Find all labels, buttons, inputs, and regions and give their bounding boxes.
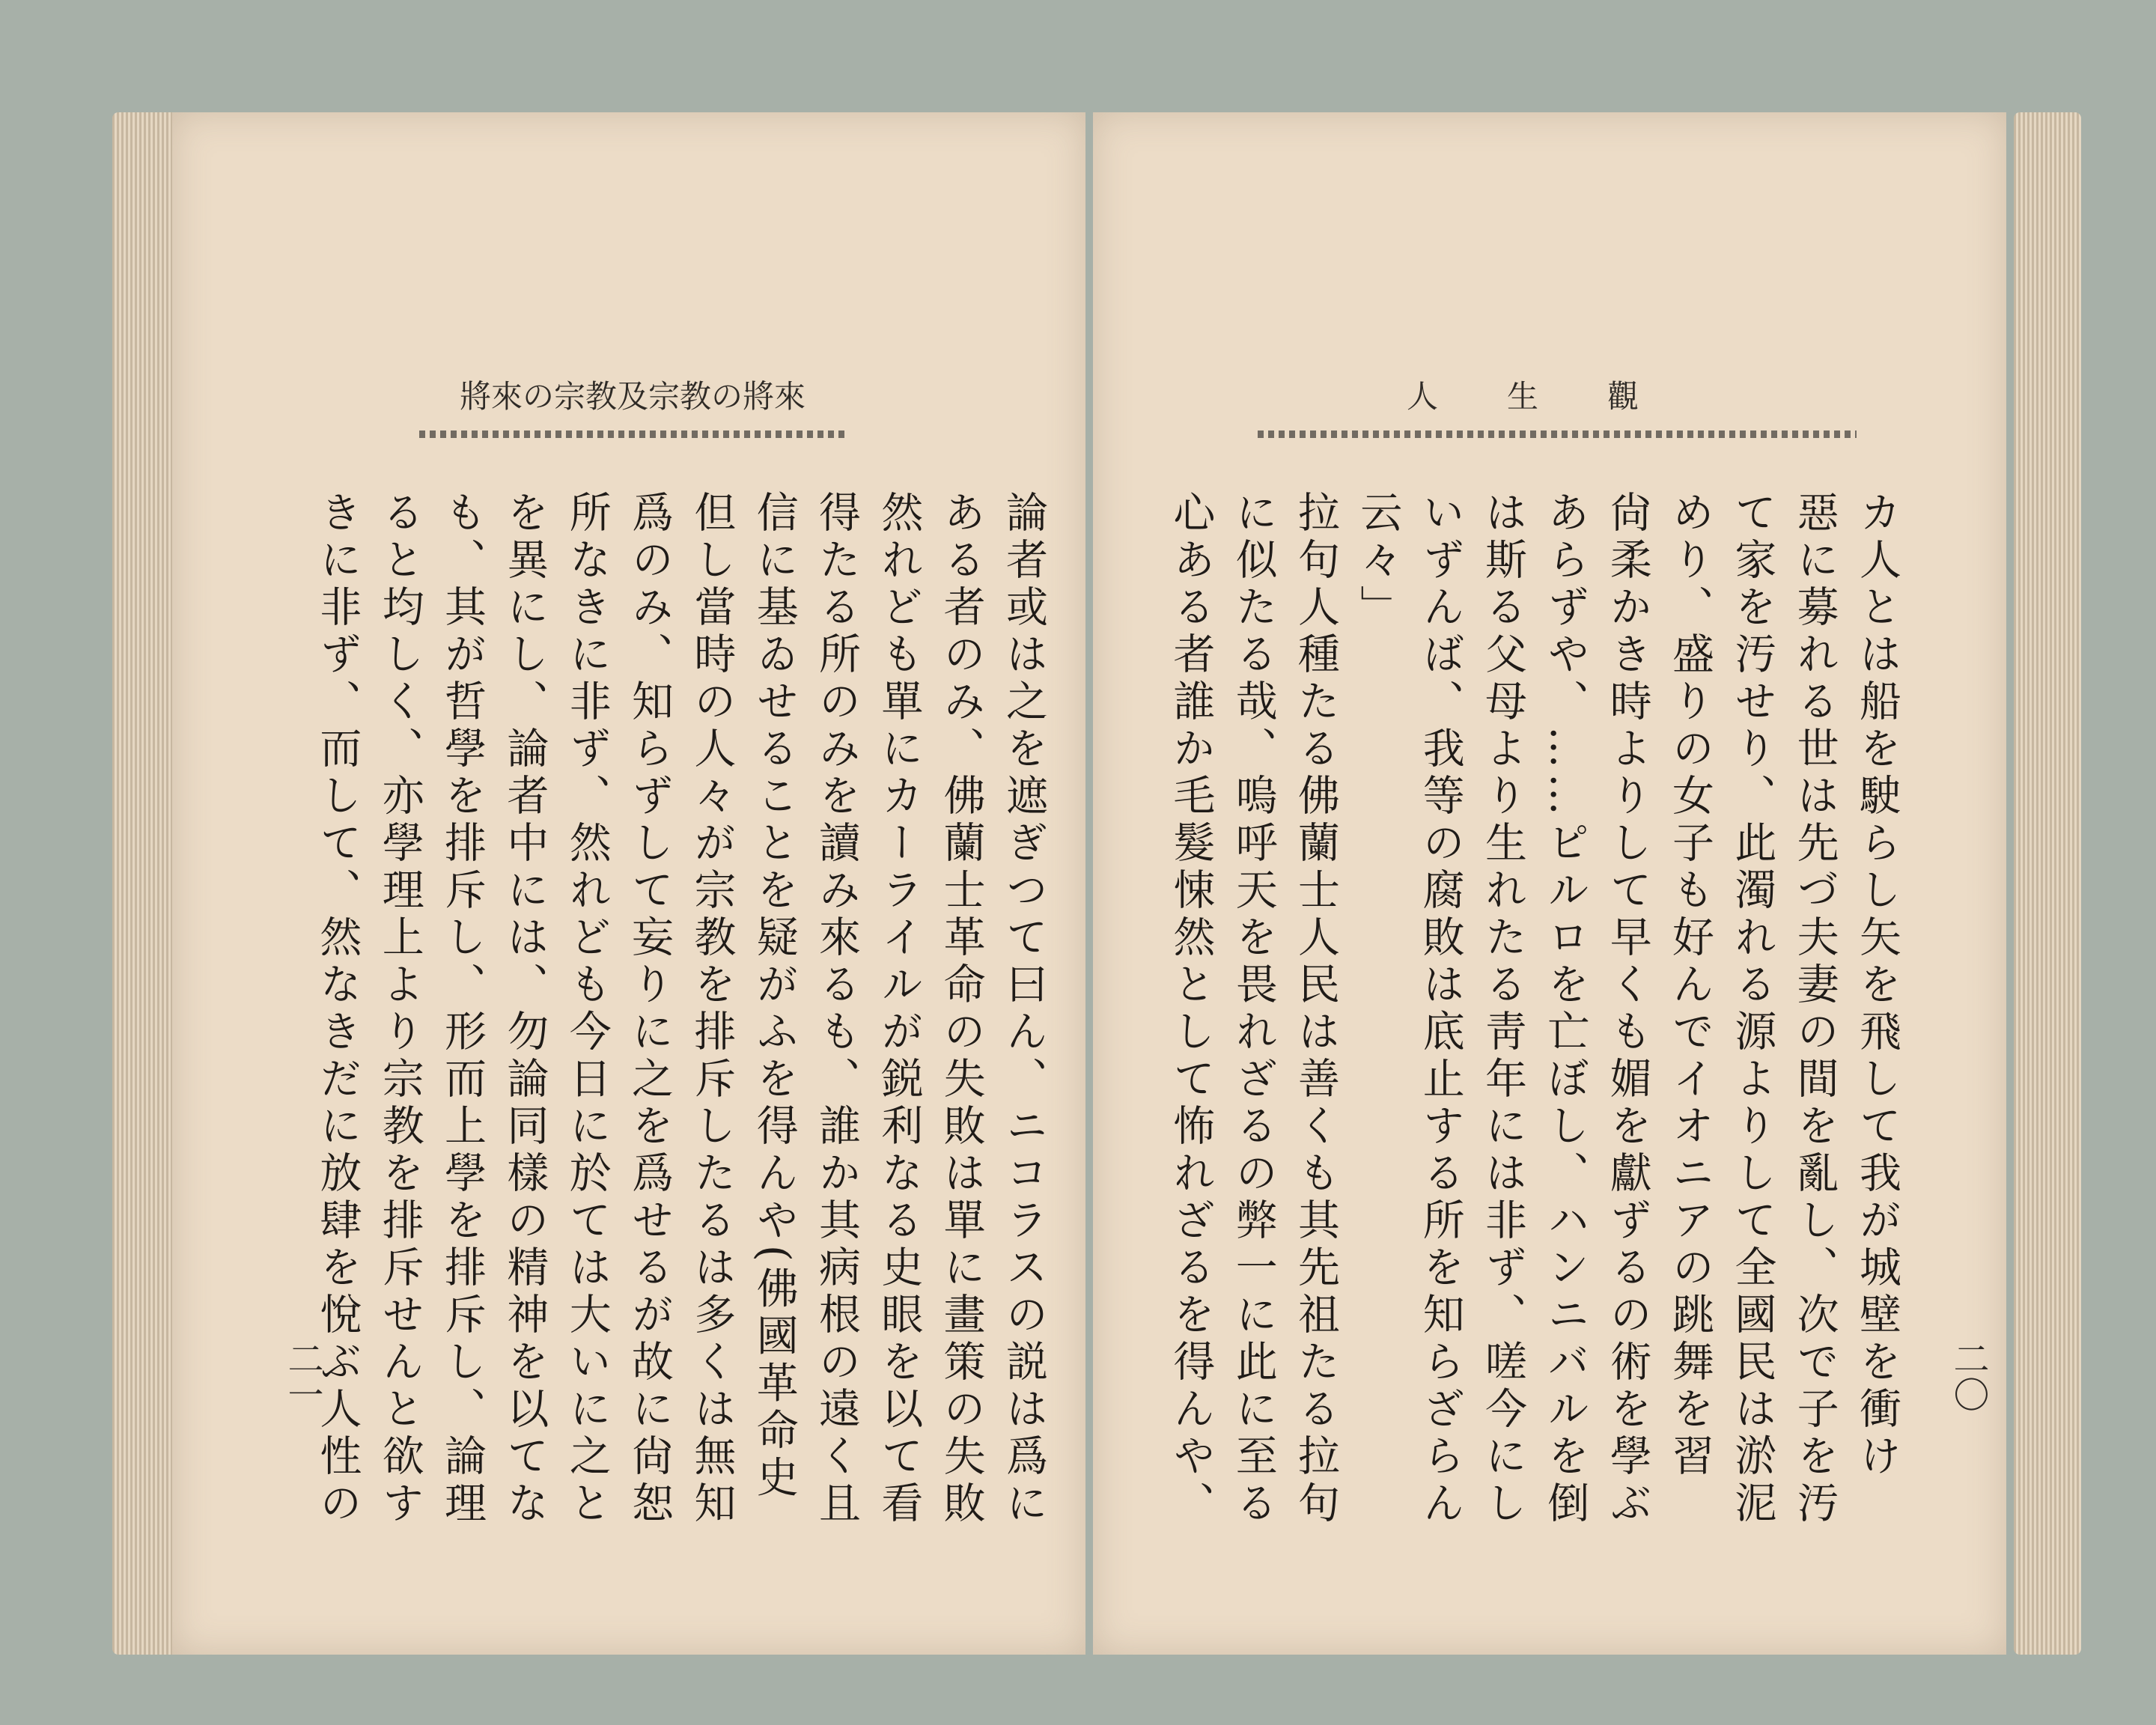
right-text-columns xyxy=(1160,490,1909,1554)
right-wavy-rule xyxy=(1258,431,1857,438)
right-column-12: 心ある者誰か毛髮悚然として怖れざるを得んや、 xyxy=(1166,490,1216,1528)
left-column-1: 論者或は之を遮ぎつて曰ん、ニコラスの説は爲に xyxy=(999,490,1048,1528)
right-column-11: に似たる哉、嗚呼天を畏れざるの弊一に此に至る xyxy=(1228,490,1278,1528)
right-column-2: 惡に募れる世は先づ夫妻の間を亂し、次で子を汚 xyxy=(1790,490,1839,1528)
right-page-edges xyxy=(2014,112,2081,1655)
right-column-7: は斯る父母より生れたる靑年には非ず、嗟今にし xyxy=(1479,490,1528,1528)
left-page xyxy=(172,112,1085,1655)
left-column-8: 所なきに非ず、然れども今日に於ては大いに之と xyxy=(562,490,612,1528)
right-column-5: 尙柔かき時よりして早くも媚を獻ずるの術を學ぶ xyxy=(1603,490,1652,1528)
right-column-1: カ人とは船を駛らし矢を飛して我が城壁を衝け xyxy=(1853,490,1901,1481)
right-column-8: いずんば、我等の腐敗は底止する所を知らざらん xyxy=(1416,490,1465,1528)
right-column-6: あらずや、……ピルロを亡ぼし、ハンニバルを倒 xyxy=(1541,490,1590,1528)
left-column-7: 爲のみ、知らずして妄りに之を爲せるが故に尙恕 xyxy=(625,490,674,1528)
right-column-9: 云々」 xyxy=(1353,490,1403,632)
left-page-edges xyxy=(112,112,180,1655)
left-running-head: 將來の宗教及宗教の將來 xyxy=(459,378,806,415)
right-running-head: 人生觀 xyxy=(1406,378,1708,415)
right-page xyxy=(1093,112,2006,1655)
right-column-10: 拉句人種たる佛蘭士人民は善くも其先祖たる拉句 xyxy=(1291,490,1341,1528)
right-column-4: めり、盛りの女子も好んでイオニアの跳舞を習 xyxy=(1666,490,1715,1481)
left-column-11: ると均しく、亦學理上より宗教を排斥せんと欲す xyxy=(375,490,424,1528)
right-column-3: て家を汚せり、此濁れる源よりして全國民は淤泥 xyxy=(1728,490,1777,1528)
left-wavy-rule xyxy=(419,431,846,438)
left-column-3: 然れども單にカーライルが鋭利なる史眼を以て看 xyxy=(874,490,924,1528)
left-text-columns xyxy=(307,490,1056,1554)
left-column-6: 但し當時の人々が宗教を排斥したるは多くは無知 xyxy=(687,490,737,1528)
right-page-number: 二〇 xyxy=(1947,1340,1989,1412)
left-column-12: きに非ず、而して、然なきだに放肆を悅ぶ人性の xyxy=(313,490,362,1528)
left-page-number: 二一 xyxy=(281,1340,323,1412)
left-column-10: も、其が哲學を排斥し、形而上學を排斥し、論理 xyxy=(438,490,487,1528)
left-column-5: 信に基ゐせることを疑がふを得んや(佛國革命史 xyxy=(749,490,799,1503)
left-column-2: ある者のみ、佛蘭士革命の失敗は單に畫策の失敗 xyxy=(937,490,986,1528)
left-column-4: 得たる所のみを讀み來るも、誰か其病根の遠く且 xyxy=(812,490,862,1528)
left-column-9: を異にし、論者中には、勿論同樣の精神を以てな xyxy=(500,490,549,1528)
